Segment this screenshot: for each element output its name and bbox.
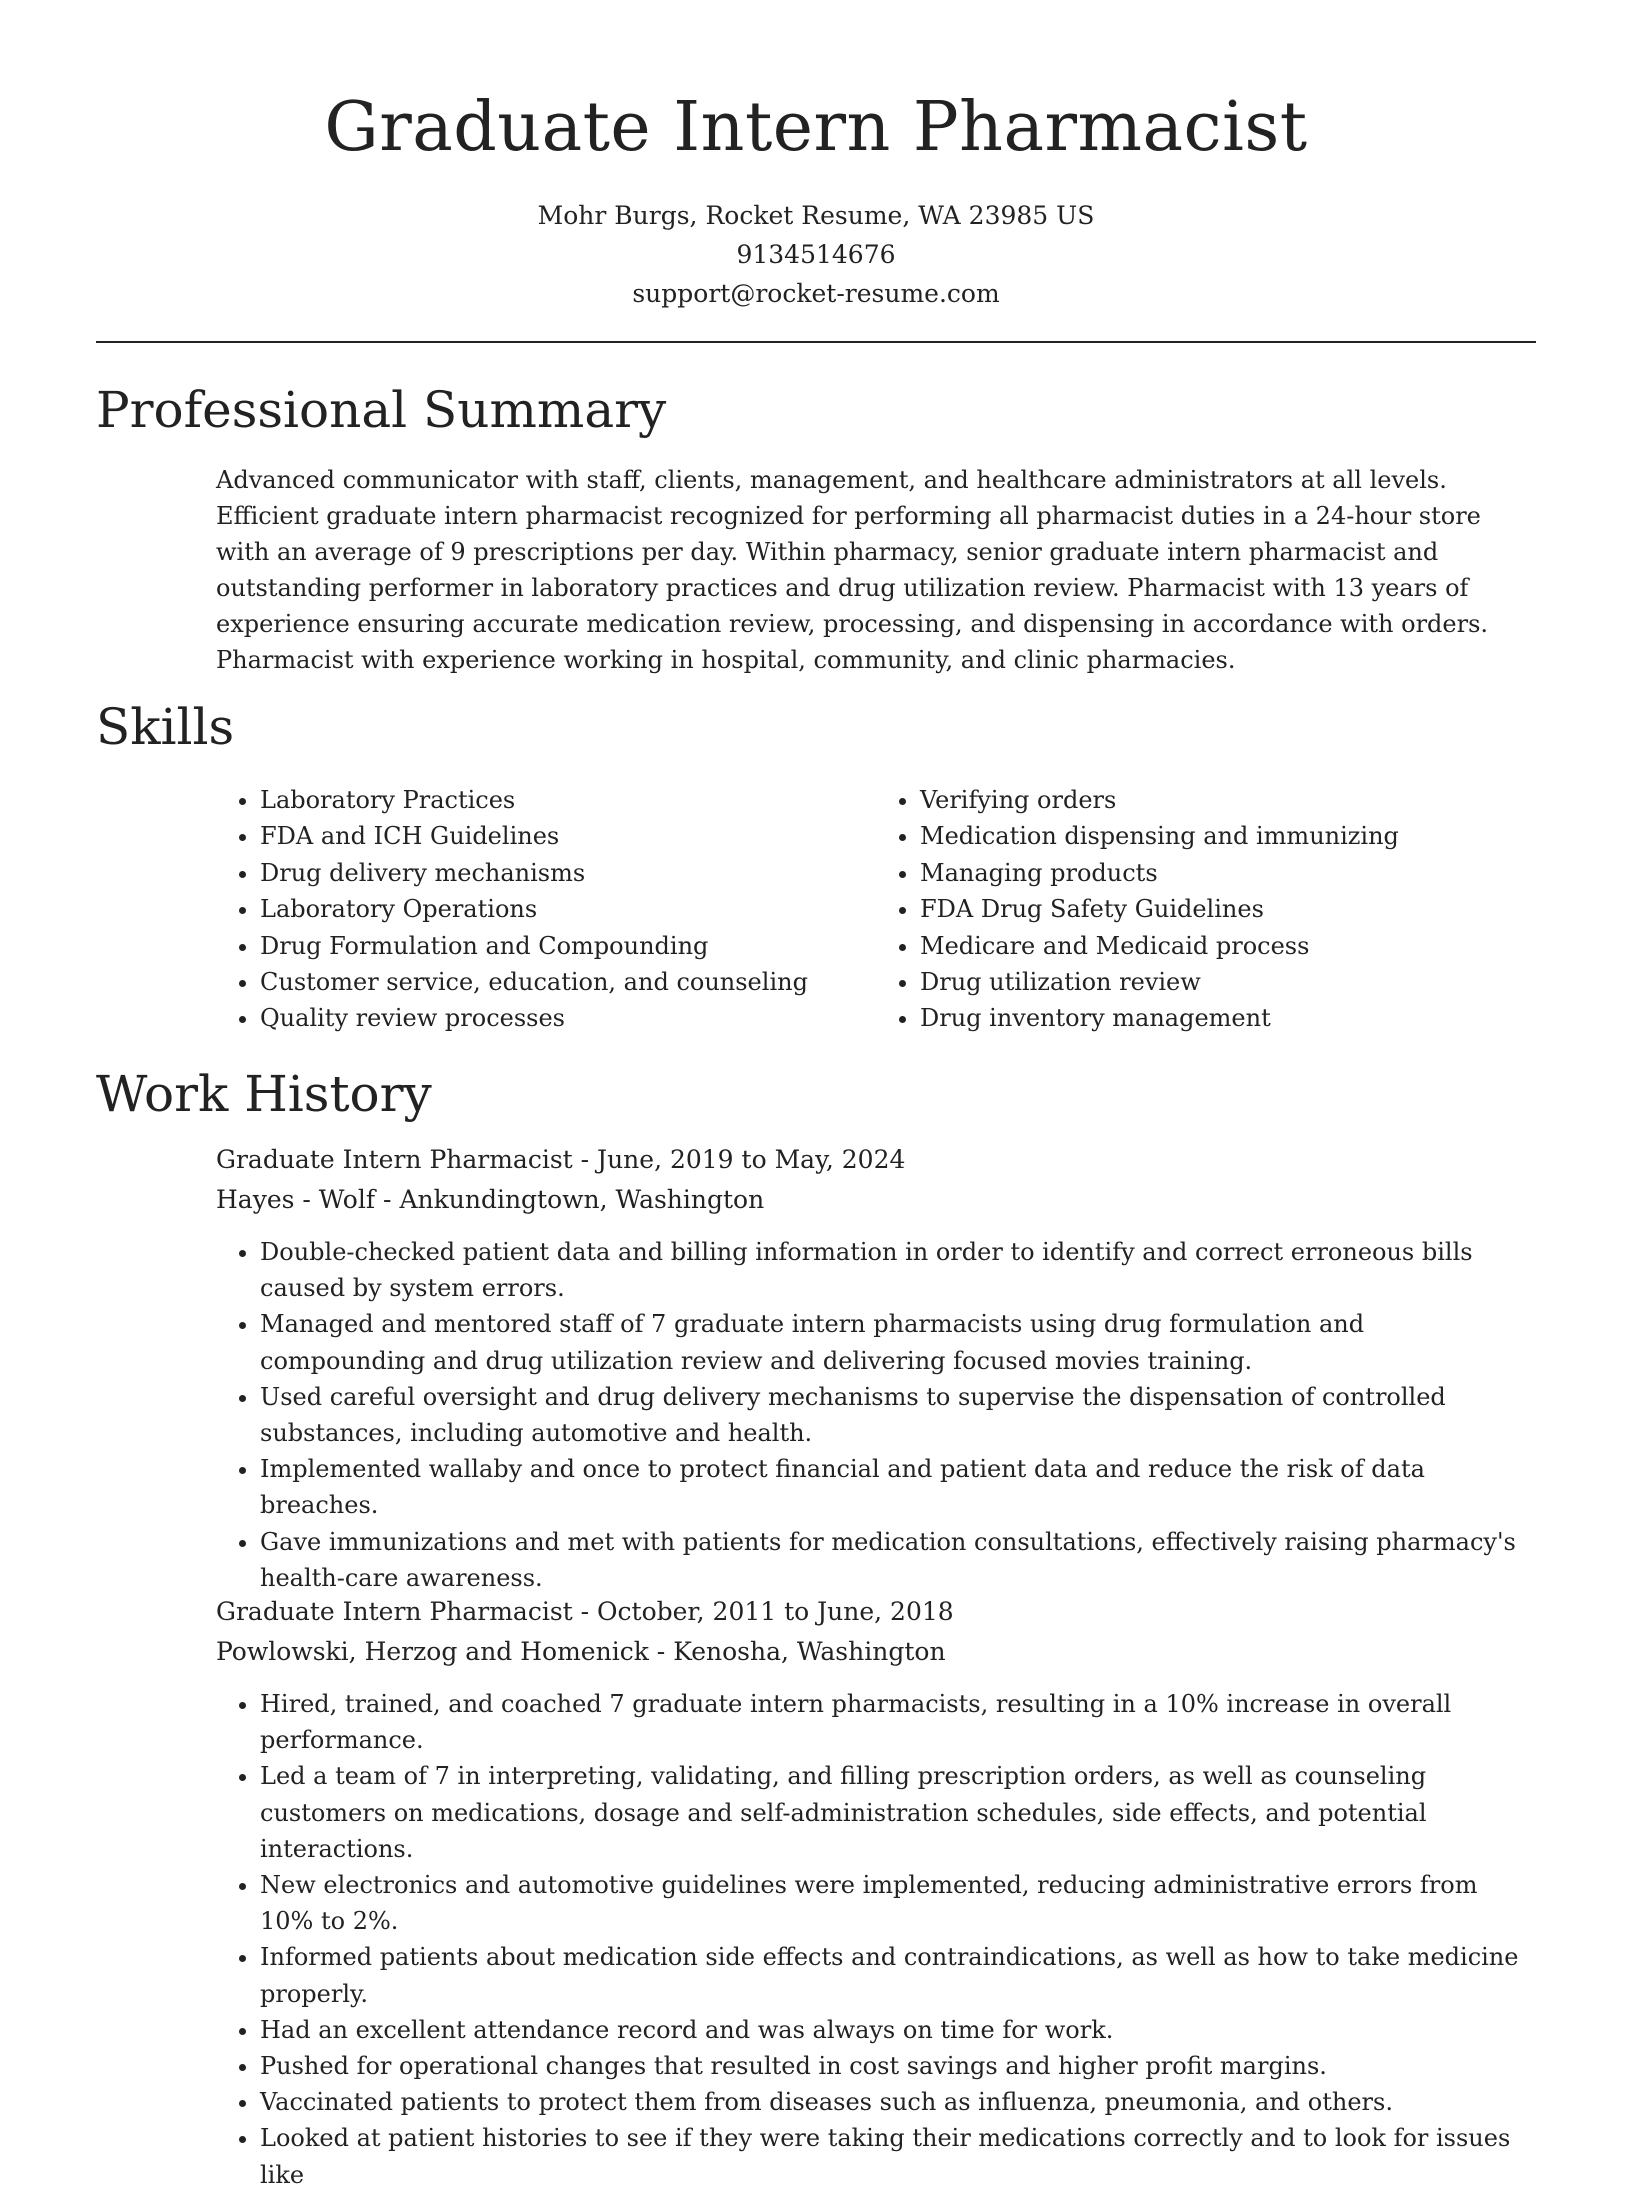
job-bullet: • Informed patients about medication side effects and contraindications, as well as how to take medicine properly. <box>260 1939 1536 2011</box>
skill-item: • Customer service, education, and counseling <box>260 964 876 1000</box>
work-history-heading: Work History <box>96 1065 432 1123</box>
job-location: - Kenosha, Washington <box>648 1637 946 1666</box>
candidate-name: Graduate Intern Pharmacist <box>324 88 1308 167</box>
job-bullet: • Vaccinated patients to protect them from diseases such as influenza, pneumonia, and others. <box>260 2084 1536 2120</box>
skill-item: • FDA and ICH Guidelines <box>260 818 876 854</box>
job-entry <box>216 1592 1536 2193</box>
job-bullet: • Implemented wallaby and once to protect financial and patient data and reduce the risk of data breaches. <box>260 1451 1536 1523</box>
contact-phone: 9134514676 <box>736 240 896 269</box>
job-bullet: • Looked at patient histories to see if they were taking their medications correctly and to look for issues like <box>260 2120 1536 2192</box>
job-entry <box>216 1140 1536 1596</box>
job-company-line <box>216 1632 1536 1672</box>
job-bullet: • New electronics and automotive guidelines were implemented, reducing administrative errors from 10% to 2%. <box>260 1867 1536 1939</box>
skills-column-right <box>876 782 1536 1037</box>
job-dates: - October, 2011 to June, 2018 <box>572 1597 954 1626</box>
job-bullet: • Led a team of 7 in interpreting, validating, and filling prescription orders, as well as counseling customers on medications, dosage and self-administration schedules, side effects, and potential interactions. <box>260 1758 1536 1867</box>
job-dates: - June, 2019 to May, 2024 <box>572 1145 906 1174</box>
job-bullets <box>216 1234 1536 1596</box>
job-bullet: • Double-checked patient data and billing information in order to identify and correct erroneous bills caused by system errors. <box>260 1234 1536 1306</box>
job-bullet: • Hired, trained, and coached 7 graduate intern pharmacists, resulting in a 10% increase in overall performance. <box>260 1686 1536 1758</box>
skills-column-left <box>216 782 876 1037</box>
job-company: Hayes - Wolf <box>216 1185 376 1214</box>
job-location: - Ankundingtown, Washington <box>375 1185 765 1214</box>
skill-item: • Medication dispensing and immunizing <box>920 818 1536 854</box>
skill-item: • Drug delivery mechanisms <box>260 855 876 891</box>
job-bullet: • Pushed for operational changes that resulted in cost savings and higher profit margins. <box>260 2048 1536 2084</box>
contact-email: support@rocket-resume.com <box>632 279 1000 308</box>
job-bullet: • Had an excellent attendance record and was always on time for work. <box>260 2012 1536 2048</box>
job-title: Graduate Intern Pharmacist <box>216 1597 573 1626</box>
job-company-line <box>216 1180 1536 1220</box>
skills-heading: Skills <box>96 698 235 756</box>
skills-list <box>216 782 1536 1037</box>
resume-header <box>0 0 1632 313</box>
job-title: Graduate Intern Pharmacist <box>216 1145 573 1174</box>
job-bullet: • Managed and mentored staff of 7 graduate intern pharmacists using drug formulation and compounding and drug utilization review and delivering focused movies training. <box>260 1306 1536 1378</box>
skill-item: • Drug utilization review <box>920 964 1536 1000</box>
summary-heading: Professional Summary <box>96 381 667 439</box>
job-bullet: • Gave immunizations and met with patients for medication consultations, effectively raising pharmacy's health-care awareness. <box>260 1524 1536 1596</box>
job-title-line <box>216 1140 1536 1180</box>
skill-item: • Laboratory Operations <box>260 891 876 927</box>
skill-item: • Drug inventory management <box>920 1000 1536 1036</box>
skill-item: • Managing products <box>920 855 1536 891</box>
skill-item: • Quality review processes <box>260 1000 876 1036</box>
job-company: Powlowski, Herzog and Homenick <box>216 1637 649 1666</box>
skill-item: • Drug Formulation and Compounding <box>260 928 876 964</box>
job-bullet: • Used careful oversight and drug delivery mechanisms to supervise the dispensation of controlled substances, including automotive and health. <box>260 1379 1536 1451</box>
summary-text: Advanced communicator with staff, clients, management, and healthcare administrators at all levels. Efficient graduate intern pharmacist recognized for performing all pharmacist duties in a 24-hour store with an average of 9 prescriptions per day. Within pharmacy, senior graduate intern pharmacist and outstanding performer in laboratory practices and drug utilization review. Pharmacist with 13 years of experience ensuring accurate medication review, processing, and dispensing in accordance with orders. Pharmacist with experience working in hospital, community, and clinic pharmacies. <box>216 466 1489 674</box>
contact-address: Mohr Burgs, Rocket Resume, WA 23985 US <box>537 201 1095 230</box>
header-divider <box>96 341 1536 343</box>
skill-item: • Verifying orders <box>920 782 1536 818</box>
job-title-line <box>216 1592 1536 1632</box>
contact-info <box>0 196 1632 313</box>
skill-item: • Medicare and Medicaid process <box>920 928 1536 964</box>
skill-item: • FDA Drug Safety Guidelines <box>920 891 1536 927</box>
job-bullets <box>216 1686 1536 2193</box>
skill-item: • Laboratory Practices <box>260 782 876 818</box>
